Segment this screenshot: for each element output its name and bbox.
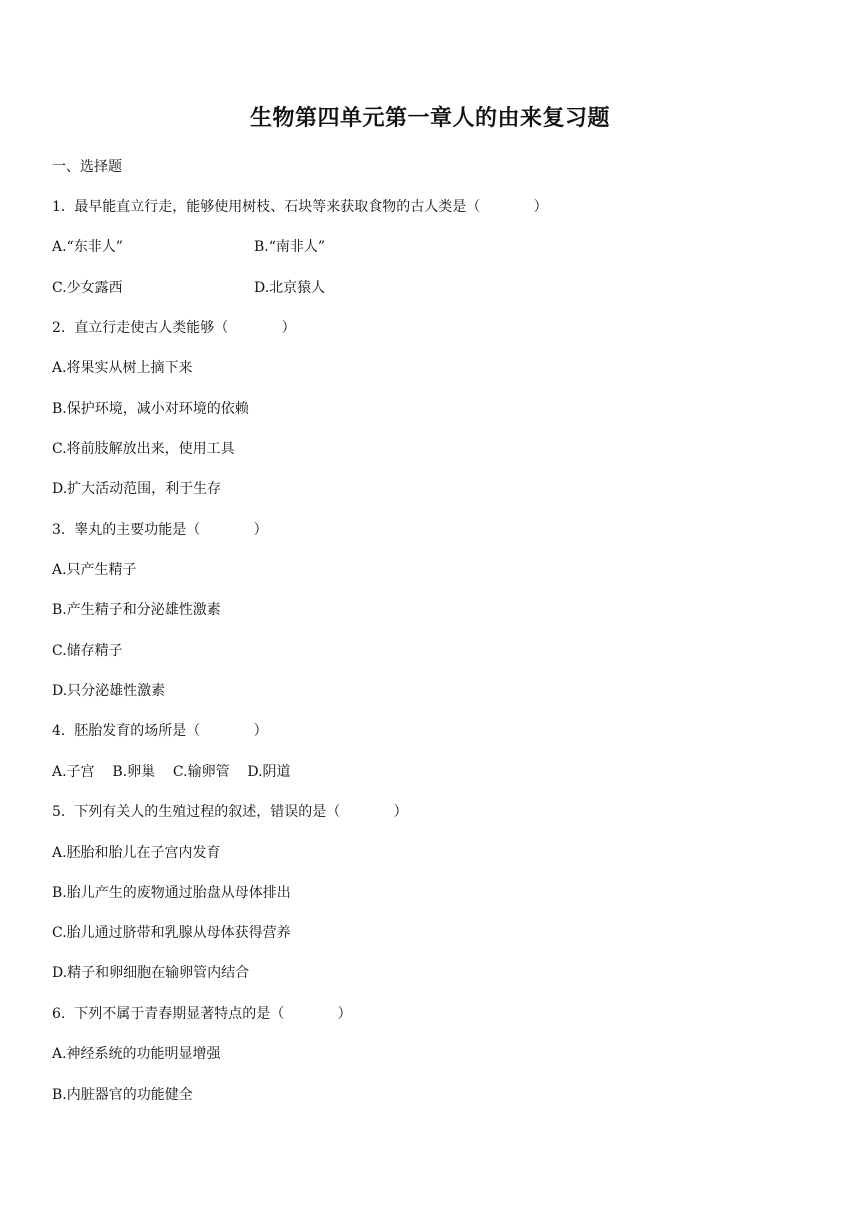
question-6-option-a: A.神经系统的功能明显增强 <box>52 1046 221 1062</box>
question-2-option-a: A.将果实从树上摘下来 <box>52 360 193 376</box>
question-1-option-a: A.“东非人” <box>52 239 123 255</box>
question-3-option-d: D.只分泌雄性激素 <box>52 683 166 699</box>
question-3-option-a: A.只产生精子 <box>52 562 137 578</box>
question-4-options: A.子宫 B.卵巢 C.输卵管 D.阴道 <box>52 764 291 780</box>
question-2-option-d: D.扩大活动范围，利于生存 <box>52 481 222 497</box>
question-3-option-c: C.储存精子 <box>52 643 123 659</box>
question-2-stem: 2. 直立行走使古人类能够（ ） <box>52 320 296 336</box>
page-title: 生物第四单元第一章人的由来复习题 <box>249 106 610 131</box>
section-heading: 一、选择题 <box>52 159 122 175</box>
question-3-option-b: B.产生精子和分泌雄性激素 <box>52 602 221 618</box>
question-5-option-b: B.胎儿产生的废物通过胎盘从母体排出 <box>52 885 291 901</box>
question-1-option-c: C.少女露西 <box>52 280 123 296</box>
question-3-stem: 3. 睾丸的主要功能是（ ） <box>52 522 268 538</box>
question-1-option-d: D.北京猿人 <box>254 280 326 296</box>
question-1-option-b: B.“南非人” <box>254 239 326 255</box>
question-5-option-a: A.胚胎和胎儿在子宫内发育 <box>52 845 221 861</box>
question-1-stem: 1. 最早能直立行走，能够使用树枝、石块等来获取食物的古人类是（ ） <box>52 199 548 215</box>
question-5-option-c: C.胎儿通过脐带和乳腺从母体获得营养 <box>52 925 291 941</box>
question-5-stem: 5. 下列有关人的生殖过程的叙述，错误的是（ ） <box>52 804 408 820</box>
question-5-option-d: D.精子和卵细胞在输卵管内结合 <box>52 965 250 981</box>
question-6-stem: 6. 下列不属于青春期显著特点的是（ ） <box>52 1006 352 1022</box>
question-2-option-b: B.保护环境，减小对环境的依赖 <box>52 401 249 417</box>
question-2-option-c: C.将前肢解放出来，使用工具 <box>52 441 235 457</box>
question-4-stem: 4. 胚胎发育的场所是（ ） <box>52 723 268 739</box>
question-6-option-b: B.内脏器官的功能健全 <box>52 1087 193 1103</box>
